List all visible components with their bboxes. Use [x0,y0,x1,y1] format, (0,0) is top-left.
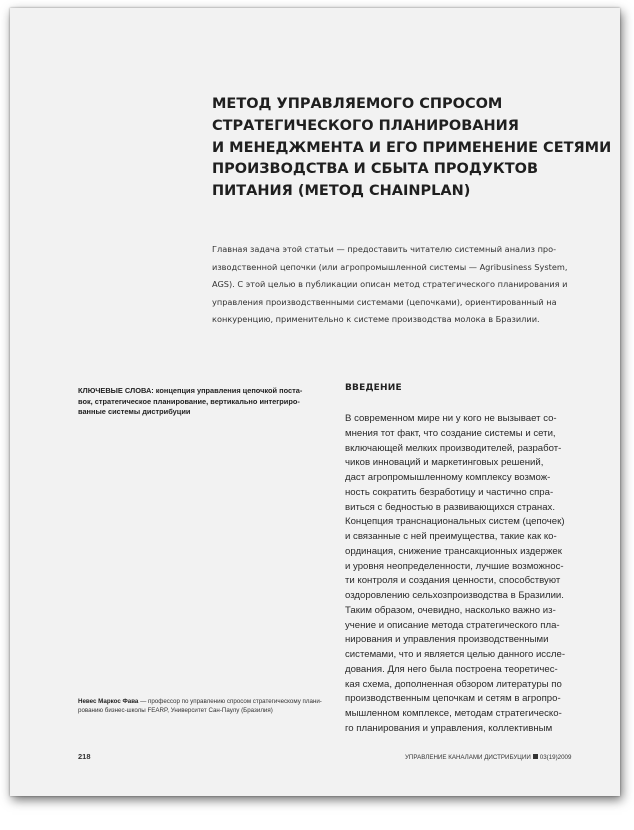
page-number: 218 [78,752,91,761]
author-desc-2: рованию бизнес-школы FEARP, Университет Сан-Паулу (Бразилия) [78,707,273,715]
square-separator-icon [533,754,538,759]
body-line: и уровня неопределенности, лучшие возможнос- [345,560,564,572]
keywords-line: КЛЮЧЕВЫЕ СЛОВА: концепция управления цепочкой поста- [78,386,303,395]
body-line: мышленном комплексе, методам стратегическо- [345,708,562,719]
body-line: и связанные с ней преимущества, такие как ко- [345,531,557,542]
abstract-line: AGS). С этой целью в публикации описан метод стратегического планирования и [212,279,568,290]
body-line: виться с бедностью в развивающихся странах. [345,501,556,513]
article-abstract [212,241,592,329]
keywords-line: вок, стратегическое планирование, вертикально интегриро- [78,396,300,406]
body-line: включающей мелких производителей, разработ- [345,442,562,454]
body-line: ность сократить безработицу и частично спра- [345,486,554,498]
title-line: И МЕНЕДЖМЕНТА И ЕГО ПРИМЕНЕНИЕ СЕТЯМИ [212,139,612,156]
title-line: ПРОИЗВОДСТВА И СБЫТА ПРОДУКТОВ [212,161,539,178]
body-line: учение и описание метода стратегического пла- [345,619,560,631]
author-line [78,697,338,706]
document-page [10,8,620,796]
author-desc-1: — профессор по управлению спросом стратегическому плани- [138,698,322,705]
body-text [345,412,585,737]
abstract-line: Главная задача этой статьи — предоставить читателю системный анализ про- [212,244,557,254]
body-line: нирования и управления производственными [345,634,549,646]
body-line: Таким образом, очевидно, насколько важно из- [345,604,556,616]
abstract-line: изводственной цепочки (или агропромышленной системы — Agribusiness System, [212,261,568,272]
body-line: ти контроля и создания ценности, способствуют [345,575,561,587]
body-line: мнения тот факт, что создание системы и сети, [345,427,556,439]
body-line: чиков инноваций и маркетинговых решений, [345,457,544,469]
body-line: дования. Для него была построена теоретичес- [345,663,558,675]
body-line: системами, что и является целью данного иссле- [345,649,566,660]
author-note [78,697,338,716]
keywords-block [78,386,328,418]
body-line: го планирования и управления, коллективным [345,722,553,734]
body-line: оздоровлению сельхозпроизводства в Бразилии. [345,590,564,601]
body-line: кая схема, дополненная обзором литературы по [345,678,562,690]
journal-footer [405,754,571,761]
abstract-line: управления производственными системами (цепочками), ориентированный на [212,296,557,307]
article-title [212,94,622,203]
body-line: Концепция транснациональных систем (цепочек) [345,516,565,528]
author-name: Невес Маркос Фава [78,698,139,705]
body-line: даст агропромышленному комплексу возмож- [345,472,551,483]
abstract-line: конкуренцию, применительно к системе производства молока в Бразилии. [212,314,540,325]
section-heading: ВВЕДЕНИЕ [345,383,402,393]
keywords-line: ванные системы дистрибуции [78,407,191,417]
title-line: МЕТОД УПРАВЛЯЕМОГО СПРОСОМ [212,96,503,112]
journal-name: УПРАВЛЕНИЕ КАНАЛАМИ ДИСТРИБУЦИИ [405,754,531,761]
journal-issue: 03(19)2009 [539,754,572,761]
body-line: В современном мире ни у кого не вызывает со- [345,413,557,424]
body-line: ординация, снижение трансакционных издержек [345,545,562,557]
title-line: ПИТАНИЯ (МЕТОД CHAINPLAN) [212,183,471,200]
title-line: СТРАТЕГИЧЕСКОГО ПЛАНИРОВАНИЯ [212,117,519,134]
body-line: производственным цепочкам и сетям в агропро- [345,693,561,705]
